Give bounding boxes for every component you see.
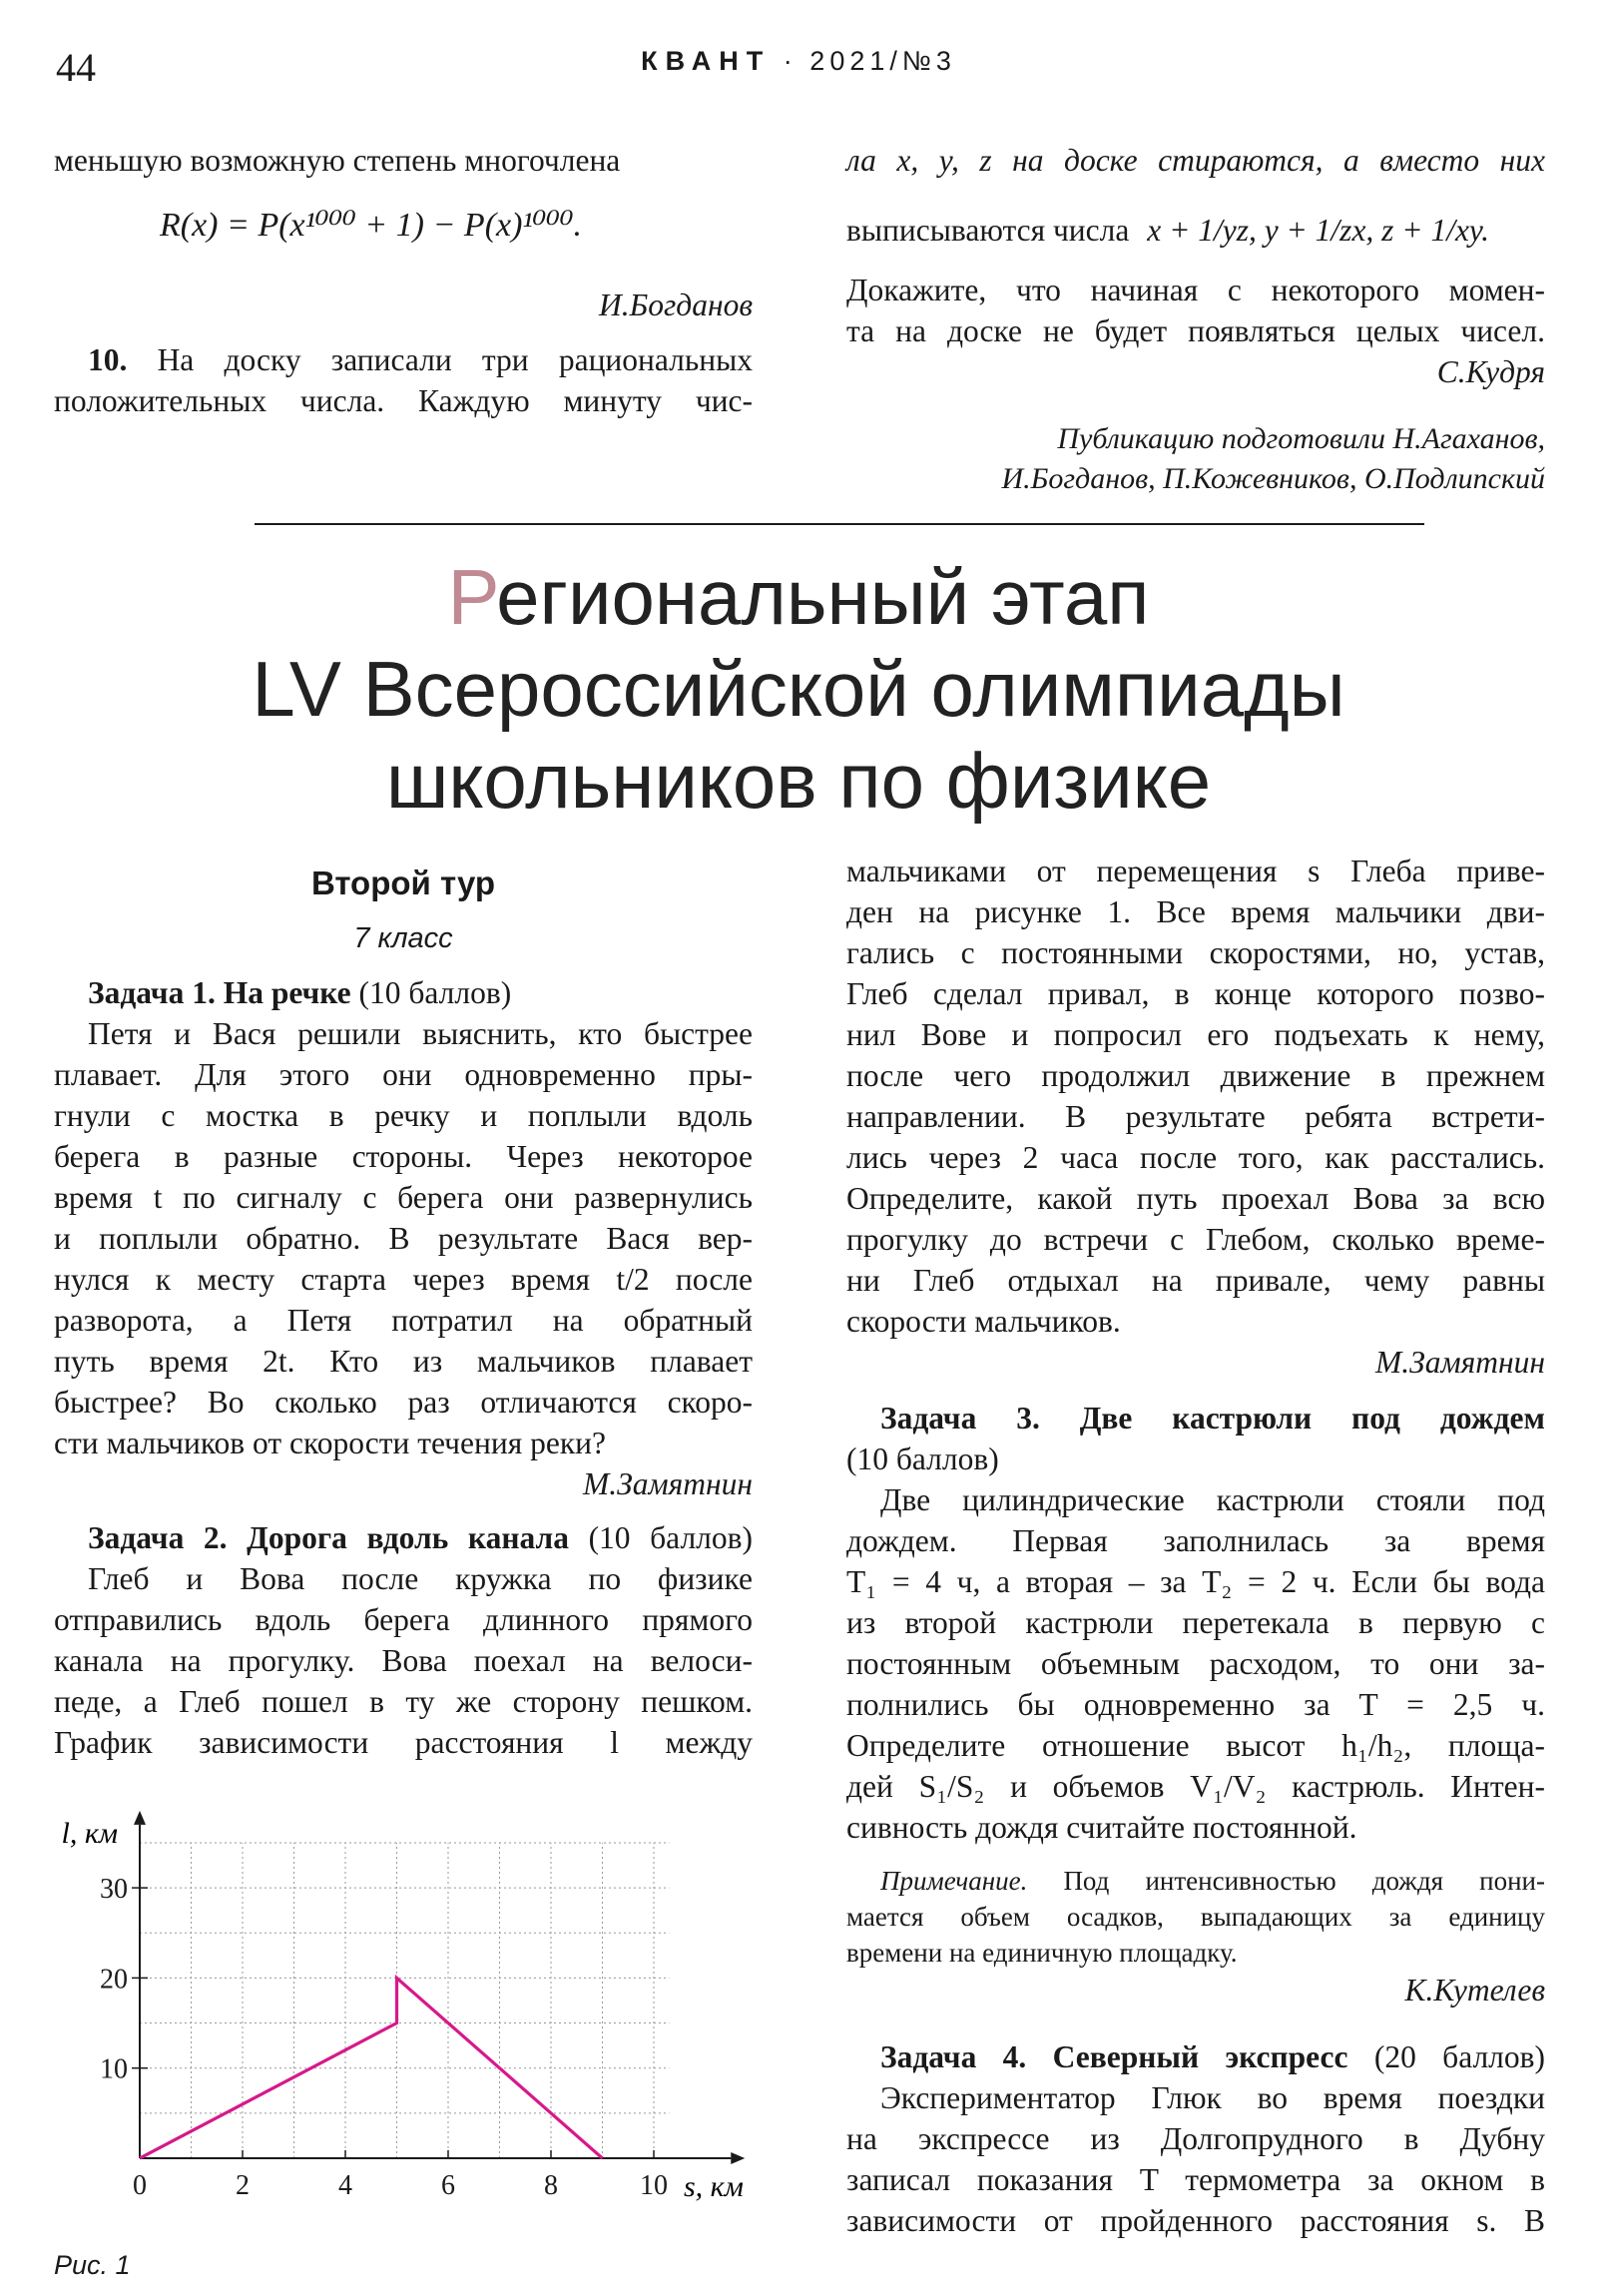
section-divider	[255, 523, 1424, 525]
text-line: гались с постоянными скоростями, но, устав,	[846, 935, 1545, 970]
author-kutelev: К.Кутелев	[1404, 1973, 1545, 2008]
text-line: мальчиками от перемещения s Глеба приве-	[846, 854, 1545, 888]
prev-right-formula-line	[846, 210, 1545, 251]
task4-heading: Задача 4. Северный экспресс (20 баллов)	[880, 2039, 1546, 2074]
text-line: Глеб сделал привал, в конце которого позво-	[846, 976, 1545, 1011]
text-line: нил Вове и попросил его подъехать к нему,	[846, 1017, 1545, 1052]
text-line: ни Глеб отдыхал на привале, чему равны	[846, 1263, 1545, 1298]
chart-grid	[140, 1843, 669, 2158]
task1-block	[54, 972, 753, 1504]
header-separator: ·	[783, 46, 798, 76]
text-line: путь время 2t. Кто из мальчиков плавает	[54, 1344, 753, 1379]
text-line: полнились бы одновременно за T = 2,5 ч.	[846, 1687, 1545, 1722]
title-line-2: LV Всероссийской олимпиады	[252, 645, 1345, 733]
y-tick-label: 30	[100, 1874, 128, 1906]
chart-ticks	[100, 1874, 668, 2201]
formula-r: R(x) = P(x¹⁰⁰⁰ + 1) − P(x)¹⁰⁰⁰.	[160, 207, 583, 244]
text-line: и поплыли обратно. В результате Вася вер-	[54, 1221, 753, 1256]
y-axis-arrow	[134, 1811, 146, 1825]
text-line: канала на прогулку. Вова поехал на велоси-	[54, 1643, 753, 1678]
text-line: сивность дождя считайте постоянной.	[846, 1810, 1357, 1845]
text-line: берега в разные стороны. Через некоторое	[54, 1139, 753, 1174]
text-line: педе, а Глеб пошел в ту же сторону пешком.	[54, 1684, 753, 1719]
chart-axes	[134, 1811, 745, 2164]
text-line: прогулку до встречи с Глебом, сколько време-	[846, 1222, 1545, 1257]
author-zamyatnin-1: М.Замятнин	[583, 1466, 753, 1501]
text-line: ла x, y, z на доске стираются, а вместо них	[846, 143, 1545, 178]
text-line: Докажите, что начиная с некоторого момен-	[846, 273, 1545, 307]
x-tick-label: 10	[640, 2170, 668, 2201]
task3-heading: Задача 3. Две кастрюли под дождем	[880, 1401, 1545, 1435]
task10-number: 10.	[88, 342, 128, 377]
text-line: сти мальчиков от скорости течения реки?	[54, 1426, 606, 1460]
note-label: Примечание.	[880, 1866, 1028, 1896]
task3-block	[846, 1398, 1545, 1848]
page-number: 44	[56, 45, 96, 90]
text-line: плавает. Для этого они одновременно пры-	[54, 1057, 753, 1092]
task2-heading: Задача 2. Дорога вдоль канала (10 баллов)	[88, 1520, 753, 1555]
y-axis-label: l, км	[61, 1816, 118, 1850]
text-line: 10. На доску записали три рациональных	[88, 342, 754, 377]
text-line: Петя и Вася решили выяснить, кто быстрее	[88, 1016, 753, 1051]
text-line: скорости мальчиков.	[846, 1304, 1121, 1339]
author-bogdanov: И.Богданов	[599, 287, 753, 322]
credits-line: Публикацию подготовили Н.Агаханов,	[1057, 422, 1545, 455]
title-line-1: Региональный этап	[447, 553, 1150, 641]
title-line-3: школьников по физике	[385, 737, 1212, 825]
task2-block	[54, 1517, 753, 1763]
task10-block	[54, 339, 753, 421]
text-line: T₁ = 4 ч, а вторая – за T₂ = 2 ч. Если бы вода	[846, 1564, 1545, 1599]
text-line: Определите отношение высот h₁/h₂, площа-	[846, 1728, 1545, 1763]
text-line: быстрее? Во сколько раз отличаются скоро-	[54, 1385, 753, 1420]
text-line: записал показания T термометра за окном в	[846, 2162, 1545, 2197]
prev-right-tail	[846, 270, 1545, 351]
x-axis-label: s, км	[684, 2170, 744, 2203]
article-title	[0, 551, 1597, 827]
figure-1-chart	[40, 1787, 779, 2256]
note-line: времени на единичную площадку.	[846, 1938, 1238, 1968]
x-axis-arrow	[731, 2152, 745, 2164]
text-line: время t по сигналу с берега они развернулись	[54, 1180, 753, 1215]
x-tick-label: 2	[236, 2170, 250, 2201]
task1-heading: Задача 1. На речке (10 баллов)	[88, 975, 512, 1010]
text-line: лись через 2 часа после того, как расстались.	[846, 1140, 1545, 1175]
x-tick-label: 4	[338, 2170, 352, 2201]
formula-xyz: x + 1/yz, y + 1/zx, z + 1/xy.	[1147, 213, 1490, 248]
text-line: дождем. Первая заполнилась за время	[846, 1523, 1545, 1558]
text-line: выписываются числа	[846, 213, 1130, 248]
text-line: разворота, а Петя потратил на обратный	[54, 1303, 753, 1338]
y-tick-label: 10	[100, 2053, 128, 2085]
text-line: отправились вдоль берега длинного прямого	[54, 1602, 753, 1637]
round-heading: Второй тур	[310, 864, 496, 901]
text-line: положительных числа. Каждую минуту чис-	[54, 383, 753, 418]
task3-points: (10 баллов)	[846, 1441, 999, 1476]
task4-block	[846, 2036, 1545, 2241]
title-initial: Р	[447, 553, 497, 641]
text-line: направлении. В результате ребята встрети-	[846, 1099, 1545, 1134]
text-line: дей S₁/S₂ и объемов V₁/V₂ кастрюль. Интен-	[846, 1769, 1545, 1804]
text-line: та на доске не будет появляться целых чисел.	[846, 313, 1545, 348]
prev-left-column	[54, 140, 753, 181]
author-zamyatnin-2: М.Замятнин	[1375, 1345, 1545, 1380]
text-line: Определите, какой путь проехал Вова за всю	[846, 1181, 1545, 1216]
task3-note: Примечание. Под интенсивностью дождя пони- мается объем осадков, выпадающих за единицу времени на единичную площадку.	[846, 1863, 1545, 1971]
task2-continued	[846, 851, 1545, 1383]
issue-number: 2021/№3	[809, 46, 956, 76]
running-header	[0, 46, 1597, 77]
text-line: Глеб и Вова после кружка по физике	[88, 1561, 753, 1596]
text-line: постоянным объемным расходом, то они за-	[846, 1646, 1545, 1681]
credits-line: И.Богданов, П.Кожевников, О.Подлипский	[1001, 462, 1545, 495]
text-line: График зависимости расстояния l между	[54, 1725, 753, 1760]
text-line: Две цилиндрические кастрюли стояли под	[880, 1482, 1545, 1517]
prev-right-column	[846, 140, 1545, 181]
text-line: ден на рисунке 1. Все время мальчики дви-	[846, 894, 1545, 929]
text-line: после чего продолжил движение в прежнем	[846, 1058, 1545, 1093]
text-line: гнули с мостка в речку и поплыли вдоль	[54, 1098, 753, 1133]
text-line: из второй кастрюли перетекала в первую с	[846, 1605, 1545, 1640]
journal-name: КВАНТ	[641, 46, 772, 76]
text-line: зависимости от пройденного расстояния s. В	[846, 2203, 1545, 2238]
y-tick-label: 20	[100, 1964, 128, 1996]
text-line: нулся к месту старта через время t/2 после	[54, 1262, 753, 1297]
grade-heading: 7 класс	[353, 922, 453, 954]
x-tick-label: 6	[441, 2170, 455, 2201]
text-line: меньшую возможную степень многочлена	[54, 143, 621, 178]
text-line: Экспериментатор Глюк во время поездки	[880, 2080, 1545, 2115]
figure-caption: Рис. 1	[54, 2250, 131, 2280]
credits	[846, 419, 1545, 499]
x-tick-label: 8	[544, 2170, 558, 2201]
text-line: на экспрессе из Долгопрудного в Дубну	[846, 2121, 1545, 2156]
x-tick-label: 0	[133, 2170, 147, 2201]
note-line: мается объем осадков, выпадающих за единицу	[846, 1902, 1545, 1932]
author-kudrya: С.Кудря	[1436, 354, 1545, 389]
